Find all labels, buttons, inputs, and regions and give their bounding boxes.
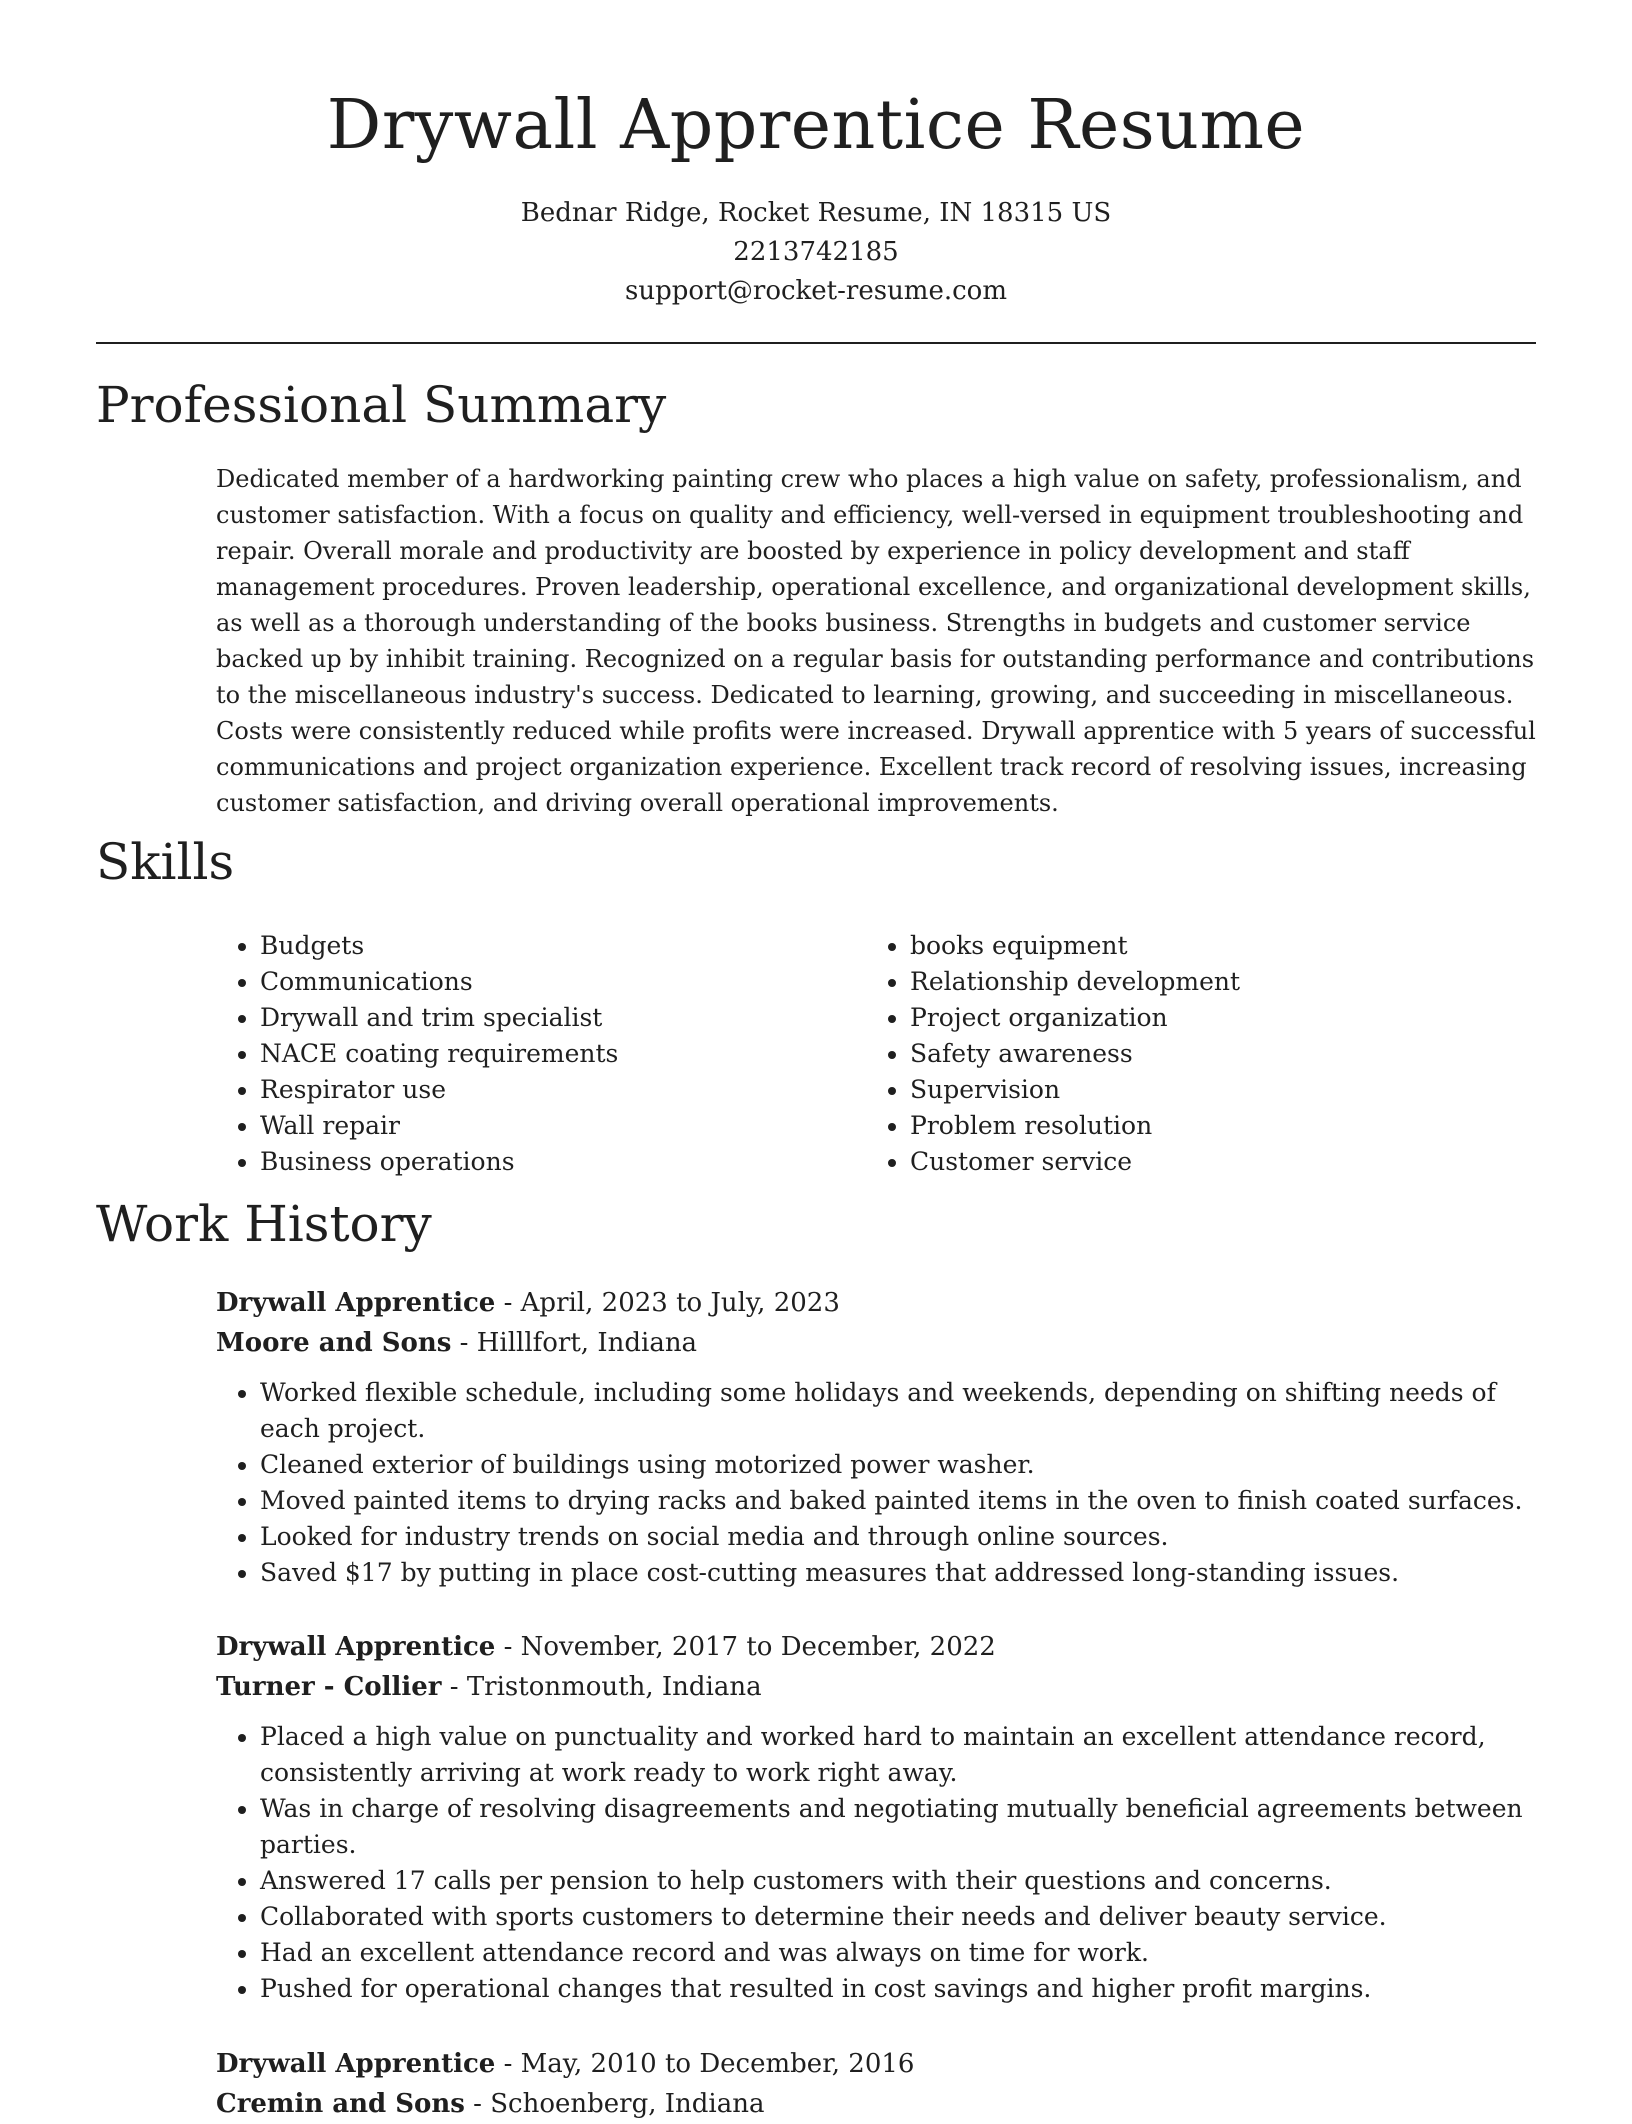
skill-item: • Supervision: [910, 1072, 1516, 1108]
summary-heading: Professional Summary: [96, 376, 667, 434]
skill-item: • NACE coating requirements: [260, 1036, 866, 1072]
job-duties: [216, 1719, 1536, 2007]
skill-item: • Safety awareness: [910, 1036, 1516, 1072]
contact-address: Bednar Ridge, Rocket Resume, IN 18315 US: [520, 198, 1112, 228]
job-location: - Schoenberg, Indiana: [464, 2089, 765, 2119]
skills-column-right: [866, 928, 1516, 1180]
job-title: Drywall Apprentice: [216, 2049, 496, 2079]
job-title-line: [216, 1627, 1536, 1667]
job-company: Moore and Sons: [216, 1328, 452, 1358]
job-location: - Hilllfort, Indiana: [451, 1328, 698, 1358]
job-entry: [216, 1627, 1536, 2007]
job-duty: • Looked for industry trends on social media and through online sources.: [260, 1519, 1536, 1555]
job-company: Turner - Collier: [216, 1672, 442, 1702]
skill-item: • Project organization: [910, 1000, 1516, 1036]
job-duty: • Placed a high value on punctuality and worked hard to maintain an excellent attendance record, consistently arriving at work ready to work right away.: [260, 1719, 1536, 1791]
skill-item: • books equipment: [910, 928, 1516, 964]
job-duty: • Saved $17 by putting in place cost-cutting measures that addressed long-standing issues.: [260, 1555, 1536, 1591]
job-company: Cremin and Sons: [216, 2089, 465, 2119]
job-dates: - November, 2017 to December, 2022: [495, 1632, 996, 1662]
skill-item: • Drywall and trim specialist: [260, 1000, 866, 1036]
job-title: Drywall Apprentice: [216, 1632, 496, 1662]
skill-item: • Budgets: [260, 928, 866, 964]
skill-item: • Communications: [260, 964, 866, 1000]
job-location: - Tristonmouth, Indiana: [441, 1672, 762, 1702]
job-dates: - April, 2023 to July, 2023: [495, 1288, 840, 1318]
skill-item: • Business operations: [260, 1144, 866, 1180]
job-duty: • Collaborated with sports customers to determine their needs and deliver beauty service.: [260, 1899, 1536, 1935]
job-company-line: [216, 2084, 1536, 2124]
contact-email: support@rocket-resume.com: [624, 276, 1007, 306]
contact-info: [0, 194, 1632, 311]
job-duty: • Answered 17 calls per pension to help customers with their questions and concerns.: [260, 1863, 1536, 1899]
job-company-line: [216, 1667, 1536, 1707]
job-duty: • Was in charge of resolving disagreements and negotiating mutually beneficial agreements between parties.: [260, 1791, 1536, 1863]
skills-heading: Skills: [96, 833, 235, 891]
contact-phone: 2213742185: [733, 237, 899, 267]
job-entry: [216, 1283, 1536, 1591]
resume-title: Drywall Apprentice Resume: [326, 86, 1306, 165]
job-duty: • Had an excellent attendance record and was always on time for work.: [260, 1935, 1536, 1971]
job-title-line: [216, 1283, 1536, 1323]
work-history-heading: Work History: [96, 1195, 432, 1253]
resume-header: [0, 0, 1632, 311]
job-entry: [216, 2044, 1536, 2124]
job-title: Drywall Apprentice: [216, 1288, 496, 1318]
skill-item: • Wall repair: [260, 1108, 866, 1144]
skills-list: [216, 928, 1536, 1180]
skill-item: • Problem resolution: [910, 1108, 1516, 1144]
job-title-line: [216, 2044, 1536, 2084]
job-duty: • Pushed for operational changes that resulted in cost savings and higher profit margins.: [260, 1971, 1536, 2007]
job-duty: • Cleaned exterior of buildings using motorized power washer.: [260, 1447, 1536, 1483]
skill-item: • Respirator use: [260, 1072, 866, 1108]
job-duty: • Worked flexible schedule, including some holidays and weekends, depending on shifting needs of each project.: [260, 1375, 1536, 1447]
skills-column-left: [216, 928, 866, 1180]
job-duty: • Moved painted items to drying racks and baked painted items in the oven to finish coated surfaces.: [260, 1483, 1536, 1519]
skill-item: • Relationship development: [910, 964, 1516, 1000]
job-duties: [216, 1375, 1536, 1591]
header-divider: [96, 342, 1536, 344]
skill-item: • Customer service: [910, 1144, 1516, 1180]
summary-text: Dedicated member of a hardworking painting crew who places a high value on safety, professionalism, and customer satisfaction. With a focus on quality and efficiency, well-versed in equipment troubleshooting and repair. Overall morale and productivity are boosted by experience in policy development and staff management procedures. Proven leadership, operational excellence, and organizational development skills, as well as a thorough understanding of the books business. Strengths in budgets and customer service backed up by inhibit training. Recognized on a regular basis for outstanding performance and contributions to the miscellaneous industry's success. Dedicated to learning, growing, and succeeding in miscellaneous. Costs were consistently reduced while profits were increased. Drywall apprentice with 5 years of successful communications and project organization experience. Excellent track record of resolving issues, increasing customer satisfaction, and driving overall operational improvements.: [216, 465, 1536, 817]
job-company-line: [216, 1323, 1536, 1363]
job-dates: - May, 2010 to December, 2016: [495, 2049, 915, 2079]
